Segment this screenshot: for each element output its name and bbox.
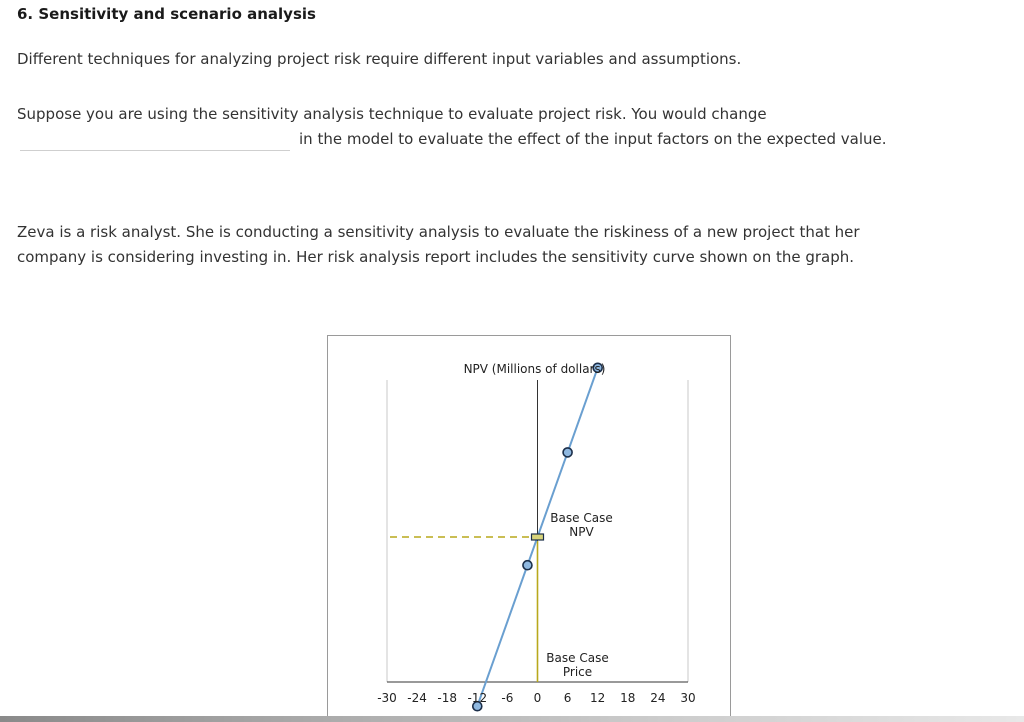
- bottom-scrollbar[interactable]: [0, 716, 1024, 722]
- x-tick-label: -12: [467, 691, 488, 705]
- base-case-npv-label: NPV: [569, 525, 594, 539]
- base-case-npv-label: Base Case: [550, 511, 613, 525]
- x-tick-label: 18: [620, 691, 636, 705]
- x-tick-label: 0: [533, 691, 542, 705]
- intro-text: Different techniques for analyzing project risk require different input variables and assumptions.: [17, 50, 742, 68]
- answer-dropdown[interactable]: [20, 150, 290, 151]
- question-heading: 6. Sensitivity and scenario analysis: [17, 5, 316, 23]
- prompt-text-line2: in the model to evaluate the effect of the input factors on the expected value.: [299, 130, 887, 148]
- x-tick-label: -18: [437, 691, 458, 705]
- scenario-text-line1: Zeva is a risk analyst. She is conducting a sensitivity analysis to evaluate the riskiness of a new project that her: [17, 223, 860, 241]
- scenario-text-line2: company is considering investing in. Her risk analysis report includes the sensitivity curve shown on the graph.: [17, 248, 855, 266]
- x-tick-label: 24: [650, 691, 666, 705]
- prompt-text-line1: Suppose you are using the sensitivity analysis technique to evaluate project risk. You would change: [17, 105, 767, 123]
- base-case-marker: [532, 534, 544, 540]
- y-axis-label: NPV (Millions of dollars): [463, 362, 606, 376]
- x-tick-label: -30: [377, 691, 397, 705]
- sensitivity-graph: [327, 335, 731, 722]
- base-case-price-label: Base Case: [546, 651, 609, 665]
- x-tick-label: -24: [407, 691, 427, 705]
- sensitivity-point: [523, 561, 532, 570]
- x-tick-label: 30: [680, 691, 696, 705]
- sensitivity-chart: [328, 336, 730, 722]
- x-tick-label: 6: [563, 691, 572, 705]
- sensitivity-point: [563, 448, 572, 457]
- base-case-price-label: Price: [562, 665, 593, 679]
- x-tick-label: -6: [501, 691, 514, 705]
- x-tick-label: 12: [590, 691, 606, 705]
